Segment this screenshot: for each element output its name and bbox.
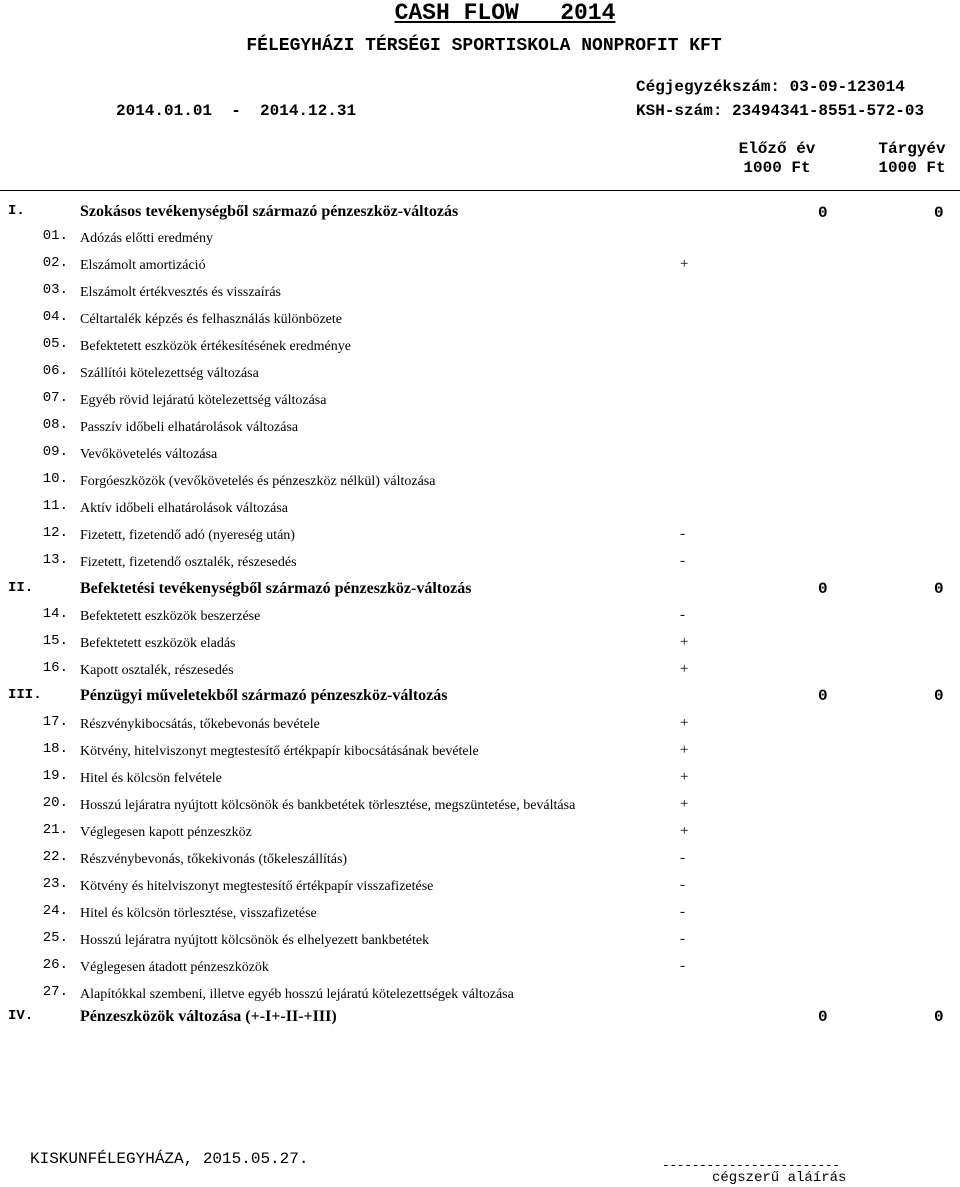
section-number: III. — [8, 687, 42, 703]
company-name: FÉLEGYHÁZI TÉRSÉGI SPORTISKOLA NONPROFIT KFT — [246, 36, 722, 56]
previous-year-value: 0 — [818, 687, 828, 705]
section-number: I. — [8, 203, 25, 219]
item-number: 09. — [42, 444, 68, 460]
item-number: 11. — [42, 498, 68, 514]
section-number: IV. — [8, 1008, 34, 1024]
item-sign: + — [680, 823, 689, 839]
item-label: Szállítói kötelezettség változása — [80, 366, 259, 381]
item-sign: + — [680, 796, 689, 812]
item-sign: + — [680, 742, 689, 758]
item-label: Befektetett eszközök értékesítésének eredménye — [80, 339, 351, 354]
item-label: Véglegesen átadott pénzeszközök — [80, 960, 269, 975]
item-number: 10. — [42, 471, 68, 487]
column-header-current-year-unit: 1000 Ft — [878, 159, 946, 177]
item-number: 26. — [42, 957, 68, 973]
section-label: Szokásos tevékenységből származó pénzeszköz-változás — [80, 203, 459, 220]
item-number: 04. — [42, 309, 68, 325]
item-sign: + — [680, 715, 689, 731]
place-and-date: KISKUNFÉLEGYHÁZA, 2015.05.27. — [30, 1150, 309, 1168]
item-number: 21. — [42, 822, 68, 838]
item-number: 06. — [42, 363, 68, 379]
section-label: Pénzügyi műveletekből származó pénzeszköz-változás — [80, 687, 448, 704]
company-registration-number: Cégjegyzékszám: 03-09-123014 — [636, 78, 905, 96]
item-sign: - — [680, 850, 685, 866]
item-number: 07. — [42, 390, 68, 406]
item-number: 23. — [42, 876, 68, 892]
current-year-value: 0 — [934, 1008, 944, 1026]
item-sign: - — [680, 958, 685, 974]
section-label: Pénzeszközök változása (+-I+-II-+III) — [80, 1008, 337, 1025]
ksh-number: KSH-szám: 23494341-8551-572-03 — [636, 102, 925, 120]
item-number: 08. — [42, 417, 68, 433]
item-label: Fizetett, fizetendő adó (nyereség után) — [80, 528, 295, 543]
item-label: Alapítókkal szembeni, illetve egyéb hosszú lejáratú kötelezettségek változása — [80, 987, 514, 1002]
signature-label: cégszerű aláírás — [712, 1170, 847, 1186]
item-sign: - — [680, 931, 685, 947]
item-label: Véglegesen kapott pénzeszköz — [80, 825, 252, 840]
item-number: 05. — [42, 336, 68, 352]
item-number: 18. — [42, 741, 68, 757]
item-number: 20. — [42, 795, 68, 811]
previous-year-value: 0 — [818, 204, 828, 222]
header-divider — [0, 190, 960, 191]
previous-year-value: 0 — [818, 580, 828, 598]
item-sign: - — [680, 553, 685, 569]
item-label: Adózás előtti eredmény — [80, 231, 213, 246]
item-label: Befektetett eszközök eladás — [80, 636, 236, 651]
item-label: Vevőkövetelés változása — [80, 447, 218, 462]
item-number: 13. — [42, 552, 68, 568]
item-label: Céltartalék képzés és felhasználás különbözete — [80, 312, 342, 327]
item-label: Kötvény, hitelviszonyt megtestesítő értékpapír kibocsátásának bevétele — [80, 744, 479, 759]
item-sign: - — [680, 607, 685, 623]
item-number: 14. — [42, 606, 68, 622]
item-number: 12. — [42, 525, 68, 541]
section-label: Befektetési tevékenységből származó pénzeszköz-változás — [80, 580, 472, 597]
item-number: 25. — [42, 930, 68, 946]
column-header-previous-year-title: Előző év — [738, 140, 816, 158]
item-label: Aktív időbeli elhatárolások változása — [80, 501, 288, 516]
item-number: 16. — [42, 660, 68, 676]
item-label: Hitel és kölcsön törlesztése, visszafizetése — [80, 906, 317, 921]
item-label: Befektetett eszközök beszerzése — [80, 609, 261, 624]
item-label: Elszámolt amortizáció — [80, 258, 206, 273]
item-label: Részvénykibocsátás, tőkebevonás bevétele — [80, 717, 320, 732]
current-year-value: 0 — [934, 687, 944, 705]
item-number: 17. — [42, 714, 68, 730]
column-header-previous-year-unit: 1000 Ft — [743, 159, 811, 177]
item-number: 22. — [42, 849, 68, 865]
item-label: Fizetett, fizetendő osztalék, részesedés — [80, 555, 297, 570]
item-number: 01. — [42, 228, 68, 244]
item-number: 02. — [42, 255, 68, 271]
item-label: Hitel és kölcsön felvétele — [80, 771, 222, 786]
item-sign: + — [680, 661, 689, 677]
item-sign: + — [680, 256, 689, 272]
item-sign: - — [680, 904, 685, 920]
item-label: Kötvény és hitelviszonyt megtestesítő értékpapír visszafizetése — [80, 879, 434, 894]
item-label: Kapott osztalék, részesedés — [80, 663, 234, 678]
item-label: Részvénybevonás, tőkekivonás (tőkeleszállítás) — [80, 852, 348, 867]
previous-year-value: 0 — [818, 1008, 828, 1026]
item-sign: - — [680, 526, 685, 542]
reporting-period: 2014.01.01 - 2014.12.31 — [116, 102, 357, 120]
item-sign: + — [680, 634, 689, 650]
report-title: CASH FLOW 2014 — [394, 0, 616, 26]
item-number: 24. — [42, 903, 68, 919]
item-number: 03. — [42, 282, 68, 298]
section-number: II. — [8, 580, 34, 596]
item-label: Egyéb rövid lejáratú kötelezettség változása — [80, 393, 327, 408]
item-label: Passzív időbeli elhatárolások változása — [80, 420, 299, 435]
item-sign: - — [680, 877, 685, 893]
item-label: Forgóeszközök (vevőkövetelés és pénzeszköz nélkül) változása — [80, 474, 436, 489]
item-label: Hosszú lejáratra nyújtott kölcsönök és bankbetétek törlesztése, megszüntetése, beváltása — [80, 798, 576, 813]
item-sign: + — [680, 769, 689, 785]
column-header-current-year-title: Tárgyév — [878, 140, 946, 158]
item-number: 19. — [42, 768, 68, 784]
item-label: Elszámolt értékvesztés és visszaírás — [80, 285, 281, 300]
item-number: 27. — [42, 984, 68, 1000]
column-header-current-year — [864, 140, 960, 178]
item-number: 15. — [42, 633, 68, 649]
current-year-value: 0 — [934, 580, 944, 598]
signature-line: ------------------------ — [662, 1158, 840, 1173]
current-year-value: 0 — [934, 204, 944, 222]
item-label: Hosszú lejáratra nyújtott kölcsönök és elhelyezett bankbetétek — [80, 933, 430, 948]
column-header-previous-year — [724, 140, 830, 178]
